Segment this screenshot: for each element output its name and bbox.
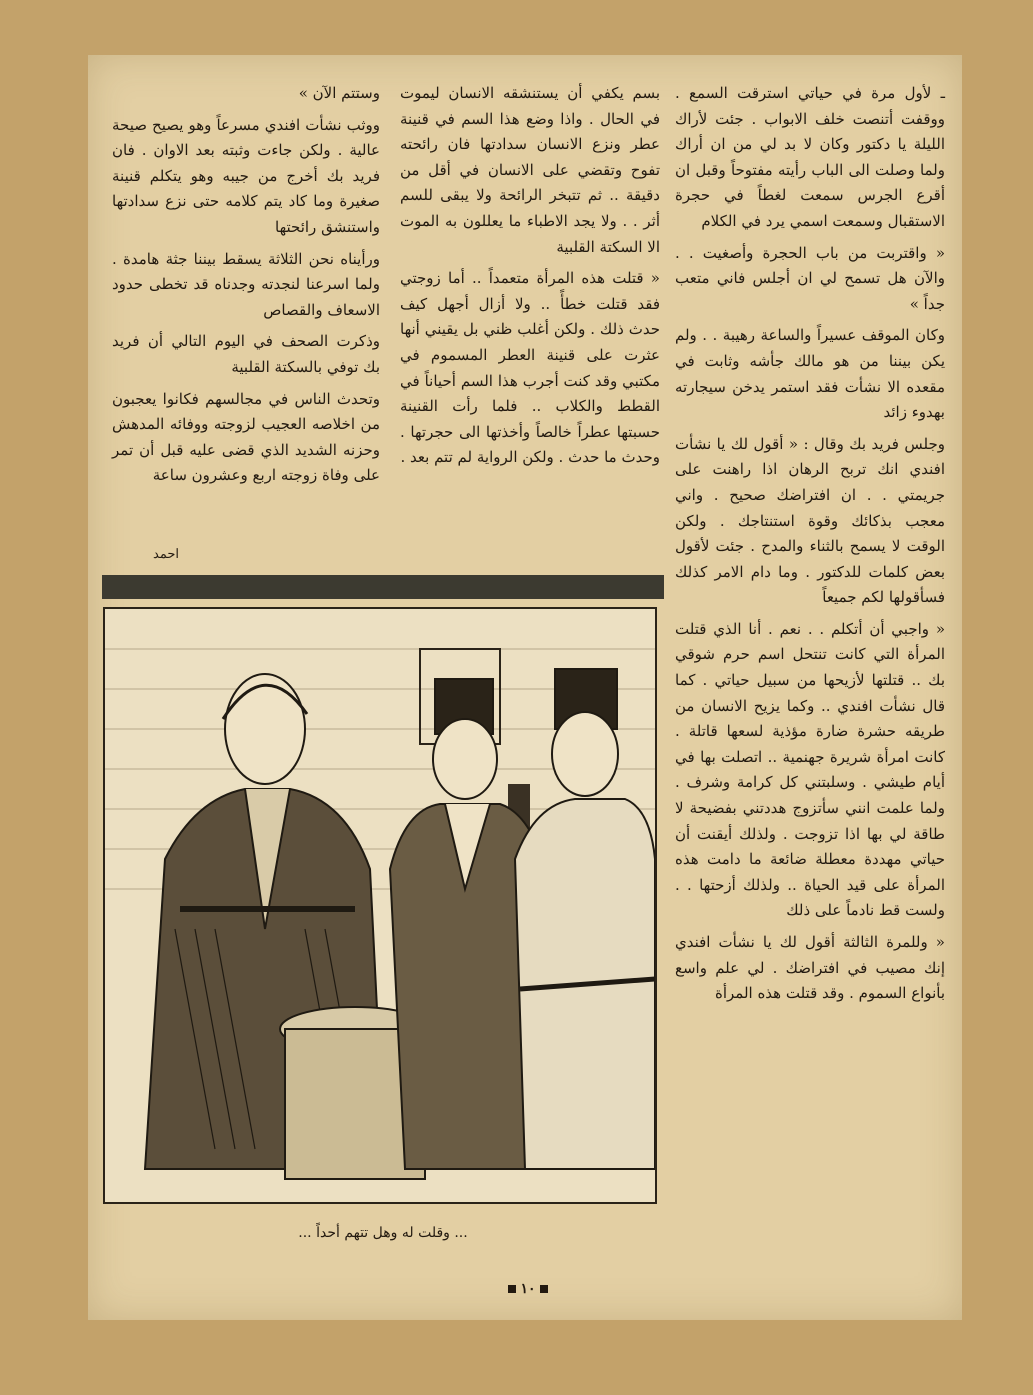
paragraph: ـ لأول مرة في حياتي استرقت السمع . ووقفت أتنصت خلف الابواب . جئت لأراك الليلة يا دكتور وكان لا بد لي من ان أراك ولما وصلت الى الباب رأيته مفتوحاً وقبل ان أقرع الجرس سمعت لغطاً في حجرة الاستقبال وسمعت اسمي يرد في الكلام bbox=[675, 84, 945, 230]
story-illustration bbox=[103, 607, 657, 1204]
paragraph: « وللمرة الثالثة أقول لك يا نشأت افندي إنك مصيب في افتراضك . لي علم واسع بأنواع السموم . وقد قتلت هذه المرأة bbox=[675, 933, 945, 1003]
page-number: ١٠ bbox=[493, 1281, 563, 1297]
paragraph: وتحدث الناس في مجالسهم فكانوا يعجبون من اخلاصه العجيب لزوجته ووفائه المدهش وحزنه الشديد الذي قضى عليه قبل أن تمر على وفاة زوجته اربع وعشرون ساعة bbox=[112, 389, 380, 485]
section-divider-bar bbox=[102, 575, 664, 599]
author-signature: احمد bbox=[153, 547, 179, 562]
square-ornament-icon bbox=[508, 1285, 516, 1293]
magazine-page bbox=[88, 55, 962, 1320]
illustration-drawing bbox=[105, 609, 655, 1202]
square-ornament-icon bbox=[540, 1285, 548, 1293]
man-with-fez-back bbox=[515, 669, 655, 1169]
paragraph: ورأيناه نحن الثلاثة يسقط بيننا جثة هامدة . ولما اسرعنا لنجدته وجدناه قد تخطى حدود الاسعاف والقصاص bbox=[112, 249, 380, 319]
illustration-caption: ... وقلت له وهل تتهم أحداً ... bbox=[298, 1225, 468, 1241]
paragraph: وكان الموقف عسيراً والساعة رهيبة . . ولم يكن بيننا من هو مالك جأشه وثابت في مقعده الا نشأت فقد استمر يدخن سيجارته بهدوء زائد bbox=[675, 326, 945, 422]
article-column-right bbox=[675, 81, 945, 1013]
paragraph: « واقتربت من باب الحجرة وأصغيت . . والآن هل تسمح لي ان أجلس فاني متعب جداً » bbox=[675, 243, 945, 313]
article-column-left bbox=[112, 81, 380, 495]
paragraph: وستتم الآن » bbox=[298, 84, 380, 102]
paragraph: ووثب نشأت افندي مسرعاً وهو يصيح صيحة عالية . ولكن جاءت وثبته بعد الاوان . فان فريد بك أخرج من جيبه وهو يتكلم قنينة صغيرة وما كاد يتم كلامه حتى نزع سدادتها واستنشق رائحتها bbox=[112, 115, 380, 236]
paragraph: « قتلت هذه المرأة متعمداً .. أما زوجتي فقد قتلت خطأً .. ولا أزال أجهل كيف حدث ذلك . ولكن أغلب ظني بل يقيني أنها عثرت على قنينة العطر المسموم في مكتبي وقد كنت أجرب هذا السم أحياناً في القطط والكلاب .. فلما رأت القنينة حسبتها عطراً خالصاً وأخذتها الى حجرتها . وحدث ما حدث . ولكن الرواية لم تتم بعد . bbox=[400, 269, 660, 467]
paragraph: وذكرت الصحف في اليوم التالي أن فريد بك توفي بالسكتة القلبية bbox=[112, 332, 380, 376]
article-column-middle bbox=[400, 81, 660, 477]
paragraph: بسم يكفي أن يستنشقه الانسان ليموت في الحال . واذا وضع هذا السم في قنينة عطر ونزع الانسان سدادتها فان رائحته تفوح وتقضي على الانسان في أقل من دقيقة .. ثم تتبخر الرائحة ولا يبقى للسم أثر . . ولا يجد الاطباء ما يعللون به الموت الا السكتة القلبية bbox=[400, 84, 660, 256]
paragraph: وجلس فريد بك وقال : « أقول لك يا نشأت افندي انك تربح الرهان اذا راهنت على جريمتي . . ان افتراضك صحيح . واني معجب بذكائك وقوة استنتاجك . ولكن الوقت لا يسمح بالثناء والمدح . جئت لأقول بعض كلمات للدكتور . وما دام الامر كذلك فسأقولها لكم جميعاً bbox=[675, 434, 945, 607]
paragraph: « واجبي أن أتكلم . . نعم . أنا الذي قتلت المرأة التي كانت تنتحل اسم حرم شوقي بك .. قتلتها لأزيحها من سبيل حياتي . كما قال نشأت افندي .. وكما يزيح الانسان من طريقه حشرة ضارة مؤذية لسعها قاتلة . كانت امرأة شريرة جهنمية .. اتصلت بها في أيام طيشي . وسلبتني كل كرامة وشرف . ولما علمت انني سأتزوج هددتني بفضيحة لا طاقة لي بها اذا تزوجت . ولذلك أيقنت أن حياتي مهددة معطلة ضائعة ما دامت هذه المرأة على قيد الحياة .. ولذلك أزحتها . . ولست قط نادماً على ذلك bbox=[675, 619, 945, 920]
